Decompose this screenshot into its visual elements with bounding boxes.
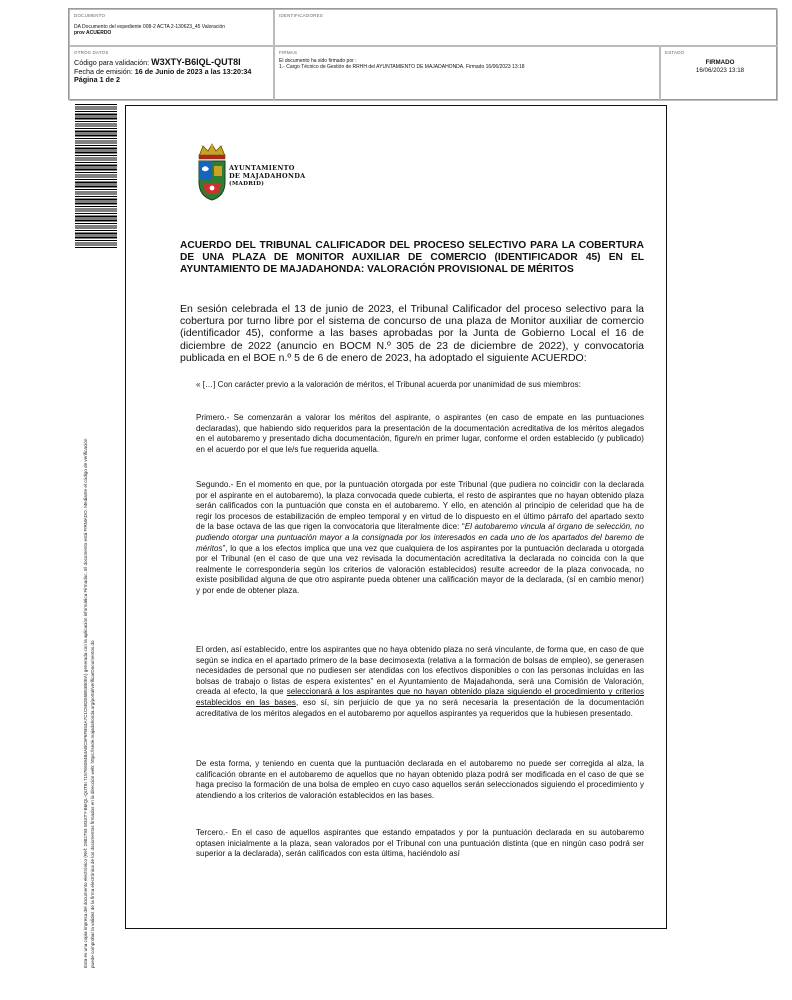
- estado-value: FIRMADO: [705, 59, 735, 66]
- fecha-value: 16 de Junio de 2023 a las 13:20:34: [134, 66, 252, 76]
- pagina: Página 1 de 2: [74, 75, 120, 85]
- otros-datos-cell: [69, 46, 274, 101]
- paragraph-de-esta-forma: De esta forma, y teniendo en cuenta que la puntuación declarada en el autobaremo no puede ser corregida al alza, la calificación obrante en el autobaremo de aquellos que no hayan obtenido plaza podrá ser modificada en el caso de que se haga preciso la formación de una bolsa de empleo en cuyo caso aquellos serán seleccionados siguiendo el procedimiento y atendiendo a los criterios de valoración establecidos en las bases.: [196, 759, 644, 800]
- identificadores-label: IDENTIFICADORES: [279, 13, 324, 18]
- coat-of-arms-logo: [195, 142, 229, 204]
- side-note-line2: puede comprobar la validez de la firma electrónica de los documentos firmados en la dirección web: https://sede.majadahonda.org/portal/verificarDocumentos.do: [90, 640, 95, 968]
- estado-cell: [660, 46, 778, 101]
- codigo-value: W3XTY-B6IQL-QUT8I: [151, 57, 241, 67]
- codigo-validacion: Código para validación: W3XTY-B6IQL-QUT8I: [74, 57, 241, 67]
- barcode: [75, 104, 117, 249]
- estado-fecha: 16/06/2023 13:18: [695, 67, 745, 74]
- fecha-emision: Fecha de emisión: 16 de Junio de 2023 a las 13:20:34: [74, 66, 252, 76]
- paragraph-tercero: Tercero.- En el caso de aquellos aspirantes que estando empatados y por la puntuación declarada en su autobaremo optasen inicialmente a la plaza, sean valorados por el Tribunal con una puntuación distinta (que en ningún caso podrá ser superior a la declarada), serán calificados con esta última, haciéndolo así: [196, 828, 644, 859]
- estado-label: ESTADO: [665, 50, 685, 55]
- documento-line2: prov ACUERDO: [74, 30, 112, 36]
- documento-label: DOCUMENTO: [74, 13, 106, 18]
- side-note-line1: Esta es una copia impresa del documento electrónico (Ref: 2982793 W3XTY-B6IQL-QUT8I 7157E6094B4ABC5F6FB53A7C1C5B2E6B53B0EA) generada con la aplicación informática Firmadoc. El documento está FIRMADO. Mediante el código de verificación: [83, 438, 88, 968]
- firmas-label: FIRMAS: [279, 50, 298, 55]
- logo-line3: (MADRID): [229, 181, 265, 187]
- logo-line1: AYUNTAMIENTO: [229, 164, 295, 172]
- documento-line1: DA Documento del expediente 008-2 ACTA 2-130623_45 Valoración: [74, 24, 226, 30]
- paragraph-segundo: Segundo.- En el momento en que, por la puntuación otorgada por este Tribunal (que pudiera no coincidir con la declarada por el aspirante en el autobaremo), la plaza convocada quede cubierta, el resto de aspirantes que no hayan obtenido plaza serán calificados con la puntuación que consta en el autobaremo. Y ello, en atención al principio de celeridad que ha de regir los procesos de estabilización de empleo temporal y en virtud de lo dispuesto en el último párrafo del apartado sexto de la base octava de las que rigen la convocatoria que literalmente dice: “El autobaremo vincula al órgano de selección, no pudiendo otorgar una puntuación mayor a la consignada por los interesados en cada uno de los apartados del baremo de méritos”, lo que a los efectos implica que una vez que cualquiera de los aspirantes por la puntuación declarada u otorgada por el Tribunal (en el caso de que una vez revisada la documentación acreditativa la declarada no coincida con la que realmente le corresponderia según los criterios de valoración establecidos) resulte acreedor de la plaza convocada, no existe posibilidad alguna de que otro aspirante pueda obtener una calificación mayor de la declarada, (sí en cambio menor) y por ende de obtener plaza.: [196, 480, 645, 595]
- lead-paragraph: En sesión celebrada el 13 de junio de 2023, el Tribunal Calificador del proceso selectivo para la cobertura por turno libre por el sistema de concurso de una plaza de Monitor auxiliar de comercio (identificador 45), conforme a las bases aprobadas por la Junta de Gobierno Local el 16 de diciembre de 2022 (anuncio en BOCM N.º 305 de 23 de diciembre de 2022), y convocatoria publicada en el BOE n.º 5 de 6 de enero de 2023, ha adoptado el siguiente ACUERDO:: [180, 303, 644, 364]
- document-title: ACUERDO DEL TRIBUNAL CALIFICADOR DEL PROCESO SELECTIVO PARA LA COBERTURA DE UNA PLAZA DE MONITOR AUXILIAR DE COMERCIO (IDENTIFICADOR 45) EN EL AYUNTAMIENTO DE MAJADAHONDA: VALORACIÓN PROVISIONAL DE MÉRITOS: [180, 240, 644, 275]
- identificadores-cell: [274, 9, 778, 46]
- document-header: [68, 8, 777, 100]
- paragraph-orden: El orden, así establecido, entre los aspirantes que no haya obtenido plaza no será vinculante, de forma que, en caso de que según se indica en el apartado primero de la base decimosexta (relativa a la formación de bolsas de empleo), se generasen necesidades de personal que no pudiesen ser atendidas con los efectivos disponibles o con las personas incluidas en las bolsas de trabajo o listas de espera existentes” en el Ayuntamiento de Majadahonda, será una Comisión de Valoración, creada al efecto, la que seleccionará a los aspirantes que no hayan obtenido plaza siguiendo el procedimiento y criterios establecidos en las bases, eso sí, sin perjuicio de que ya no será necesaria la presentación de la documentación acreditativa de los méritos alegados en el autobaremo por aquellos aspirantes ya requeridos que la hubiesen presentado.: [196, 645, 644, 718]
- firmas-line2: 1.- Cargo Técnico de Gestión de RRHH del AYUNTAMIENTO DE MAJADAHONDA. Firmado 16/06/2023 13:18: [279, 64, 525, 70]
- firmas-cell: [274, 46, 660, 101]
- otros-datos-label: OTROS DATOS: [74, 50, 109, 55]
- underlined-text: seleccionará a los aspirantes que no hayan obtenido plaza siguiendo el procedimiento y criterios establecidos en las bases: [196, 687, 644, 707]
- logo-text: [229, 164, 306, 188]
- logo-line2: DE MAJADAHONDA: [229, 172, 306, 180]
- paragraph-primero: Primero.- Se comenzarán a valorar los méritos del aspirante, o aspirantes (en caso de empate en las puntuaciones declaradas), que habiendo sido requeridos para la presentación de la documentación acreditativa de los méritos alegados en el autobaremo y presentado dicha documentación, figure/n en primer lugar, conforme el orden establecido (y publicado) en el acuerdo por el que le/s fue requerida aquella.: [196, 413, 644, 454]
- quoted-base-text: El autobaremo vincula al órgano de selección, no pudiendo otorgar una puntuación mayor a la consignada por los interesados en cada uno de los apartados del baremo de méritos: [196, 522, 645, 553]
- firmas-line1: El documento ha sido firmado por :: [279, 58, 357, 64]
- paragraph-intro: « […] Con carácter previo a la valoración de méritos, el Tribunal acuerda por unanimidad de sus miembros:: [196, 380, 581, 389]
- documento-cell: [69, 9, 274, 46]
